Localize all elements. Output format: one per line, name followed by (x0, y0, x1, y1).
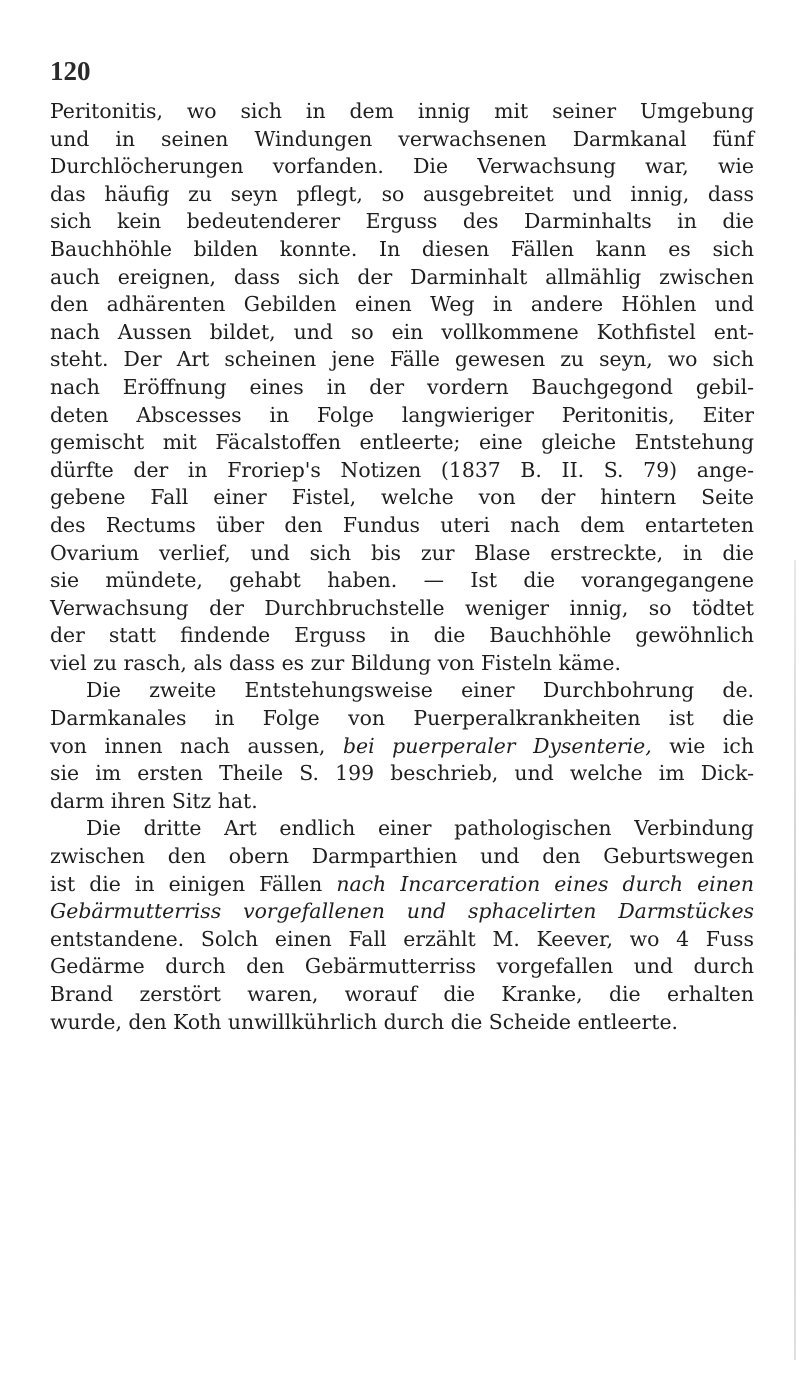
text-run: ist die in einigen Fällen (50, 871, 337, 896)
emphasis-text: bei puerperaler Dysenterie, (342, 733, 652, 758)
text-line (50, 871, 754, 899)
text-line (50, 898, 754, 926)
text-run: von innen nach aussen, (50, 733, 343, 758)
text-line: sich kein bedeutenderer Erguss des Darminhalts in die (50, 209, 754, 234)
page-edge-shadow (794, 560, 796, 1360)
text-line: Brand zerstört waren, worauf die Kranke, die erhalten (50, 982, 754, 1006)
text-line: gebene Fall einer Fistel, welche von der hintern Seite (50, 485, 754, 510)
paragraph (50, 677, 754, 815)
text-line: wurde, den Koth unwillkührlich durch die Scheide entleerte. (50, 1009, 678, 1034)
emphasis-text: vorgefallenen und sphacelirten Darmstückes (243, 899, 755, 924)
text-body (50, 98, 754, 1036)
text-line: Die zweite Entstehungsweise einer Durchbohrung de. (86, 678, 754, 703)
text-line: sie im ersten Theile S. 199 beschrieb, und welche im Dick- (50, 761, 754, 786)
text-line: Die dritte Art endlich einer pathologischen Verbindung (86, 816, 754, 841)
text-line: Gedärme durch den Gebärmutterriss vorgefallen und durch (50, 954, 754, 979)
text-line: Durchlöcherungen vorfanden. Die Verwachsung war, wie (50, 154, 754, 179)
text-line: dürfte der in Froriep's Notizen (1837 B. II. S. 79) ange- (50, 457, 754, 482)
text-line: gemischt mit Fäcalstoffen entleerte; eine gleiche Entstehung (50, 430, 754, 455)
emphasis-text: nach Incarceration eines durch einen (336, 871, 755, 896)
text-line (50, 733, 754, 761)
text-line: viel zu rasch, als dass es zur Bildung von Fisteln käme. (50, 650, 621, 675)
paragraph (50, 815, 754, 1036)
text-line: Verwachsung der Durchbruchstelle weniger innig, so tödtet (50, 595, 754, 620)
text-line: der statt findende Erguss in die Bauchhöhle gewöhnlich (50, 623, 754, 648)
text-line: und in seinen Windungen verwachsenen Darmkanal fünf (50, 126, 754, 151)
page-number: 120 (50, 56, 91, 86)
text-line: auch ereignen, dass sich der Darminhalt allmählig zwischen (50, 264, 754, 289)
text-line: nach Eröffnung eines in der vordern Bauchgegond gebil- (50, 374, 754, 399)
text-line: das häufig zu seyn pflegt, so ausgebreitet und innig, dass (50, 181, 754, 206)
paragraph (50, 98, 754, 677)
text-run (221, 899, 243, 923)
text-line: entstandene. Solch einen Fall erzählt M. Keever, wo 4 Fuss (50, 926, 754, 951)
text-line: Bauchhöhle bilden konnte. In diesen Fällen kann es sich (50, 236, 754, 261)
text-line: Peritonitis, wo sich in dem innig mit seiner Umgebung (50, 99, 754, 123)
text-line: nach Aussen bildet, und so ein vollkommene Kothfistel ent- (50, 319, 754, 344)
text-line: des Rectums über den Fundus uteri nach dem entarteten (50, 512, 754, 537)
text-line: steht. Der Art scheinen jene Fälle gewesen zu seyn, wo sich (50, 347, 754, 372)
text-run: wie ich (651, 733, 754, 758)
text-line: sie mündete, gehabt haben. — Ist die vorangegangene (50, 568, 754, 593)
text-line: den adhärenten Gebilden einen Weg in andere Höhlen und (50, 292, 754, 317)
text-line: zwischen den obern Darmparthien und den Geburtswegen (50, 844, 754, 869)
text-line: darm ihren Sitz hat. (50, 788, 258, 813)
text-line: Ovarium verlief, und sich bis zur Blase erstreckte, in die (50, 540, 754, 565)
text-line: deten Abscesses in Folge langwieriger Peritonitis, Eiter (50, 402, 754, 427)
emphasis-text: Gebärmutterriss (50, 899, 222, 924)
text-line: Darmkanales in Folge von Puerperalkrankheiten ist die (50, 706, 754, 731)
